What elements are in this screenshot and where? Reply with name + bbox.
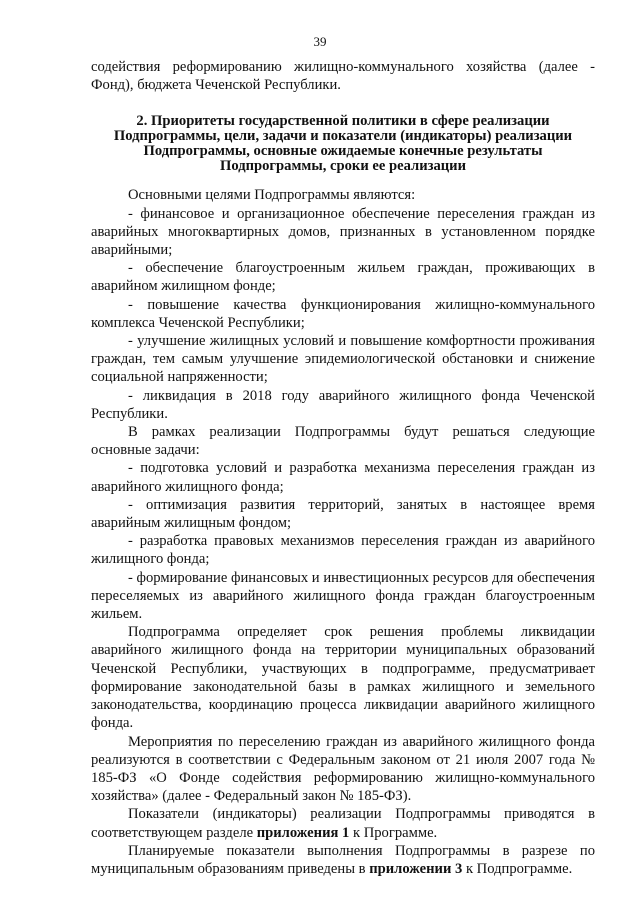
planned-paragraph [91, 842, 595, 878]
planned-text-start: Планируемые показатели выполнения Подпрограммы в разрезе по муниципальным образованиям приведены в [91, 842, 595, 877]
appendix-1-reference: приложения 1 [256, 824, 350, 841]
goal-item: - финансовое и организационное обеспечение переселения граждан из аварийных многоквартирных домов, признанных в установленном порядке аварийными; [91, 205, 595, 259]
task-item: - формирование финансовых и инвестиционных ресурсов для обеспечения переселяемых из аварийного жилищного фонда граждан благоустроенным жильем. [91, 569, 595, 623]
indicators-text-start: Показатели (индикаторы) реализации Подпрограммы приводятся в соответствующем разделе [91, 806, 595, 841]
goal-item: - улучшение жилищных условий и повышение комфортности проживания граждан, тем самым улучшение эпидемиологической обстановки и снижение социальной напряженности; [91, 333, 595, 386]
task-item: - подготовка условий и разработка механизма переселения граждан из аварийного жилищного фонда; [91, 460, 595, 495]
term-paragraph: Подпрограмма определяет срок решения проблемы ликвидации аварийного жилищного фонда на территории муниципальных образований Чеченской Республики, участвующих в подпрограмме, предусматривает формирование законодательной базы в рамках жилищного и земельного законодательства, координацию процесса ликвидации аварийного жилищного фонда. [91, 624, 595, 732]
page-number: 39 [313, 34, 327, 49]
goal-item: - обеспечение благоустроенным жильем граждан, проживающих в аварийном жилищном фонде; [91, 260, 595, 295]
law-paragraph: Мероприятия по переселению граждан из аварийного жилищного фонда реализуются в соответствии с Федеральным законом от 21 июля 2007 года № 185-ФЗ «О Фонде содействия реформированию жилищно-коммунального хозяйства» (далее - Федеральный закон № 185-ФЗ). [91, 733, 595, 805]
page-content [91, 58, 595, 878]
tasks-intro: В рамках реализации Подпрограммы будут решаться следующие основные задачи: [91, 424, 595, 459]
goals-intro: Основными целями Подпрограммы являются: [128, 187, 416, 204]
indicators-paragraph [91, 805, 595, 841]
goal-item: - ликвидация в 2018 году аварийного жилищного фонда Чеченской Республики. [91, 387, 595, 422]
task-item: - разработка правовых механизмов переселения граждан из аварийного жилищного фонда; [91, 533, 595, 568]
intro-paragraph: содействия реформированию жилищно-коммунального хозяйства (далее - Фонд), бюджета Чеченской Республики. [91, 59, 595, 94]
task-item: - оптимизация развития территорий, занятых в настоящее время аварийным жилищным фондом; [91, 496, 595, 532]
planned-text-end: к Подпрограмме. [462, 860, 573, 877]
indicators-text-end: к Программе. [349, 824, 438, 841]
goal-item: - повышение качества функционирования жилищно-коммунального комплекса Чеченской Республики; [91, 296, 595, 331]
section-heading: 2. Приоритеты государственной политики в сфере реализации Подпрограммы, цели, задачи и показатели (индикаторы) реализации Подпрограммы, основные ожидаемые конечные результаты Подпрограммы, сроки ее реализации [113, 113, 573, 175]
appendix-3-reference: приложении 3 [369, 860, 463, 877]
